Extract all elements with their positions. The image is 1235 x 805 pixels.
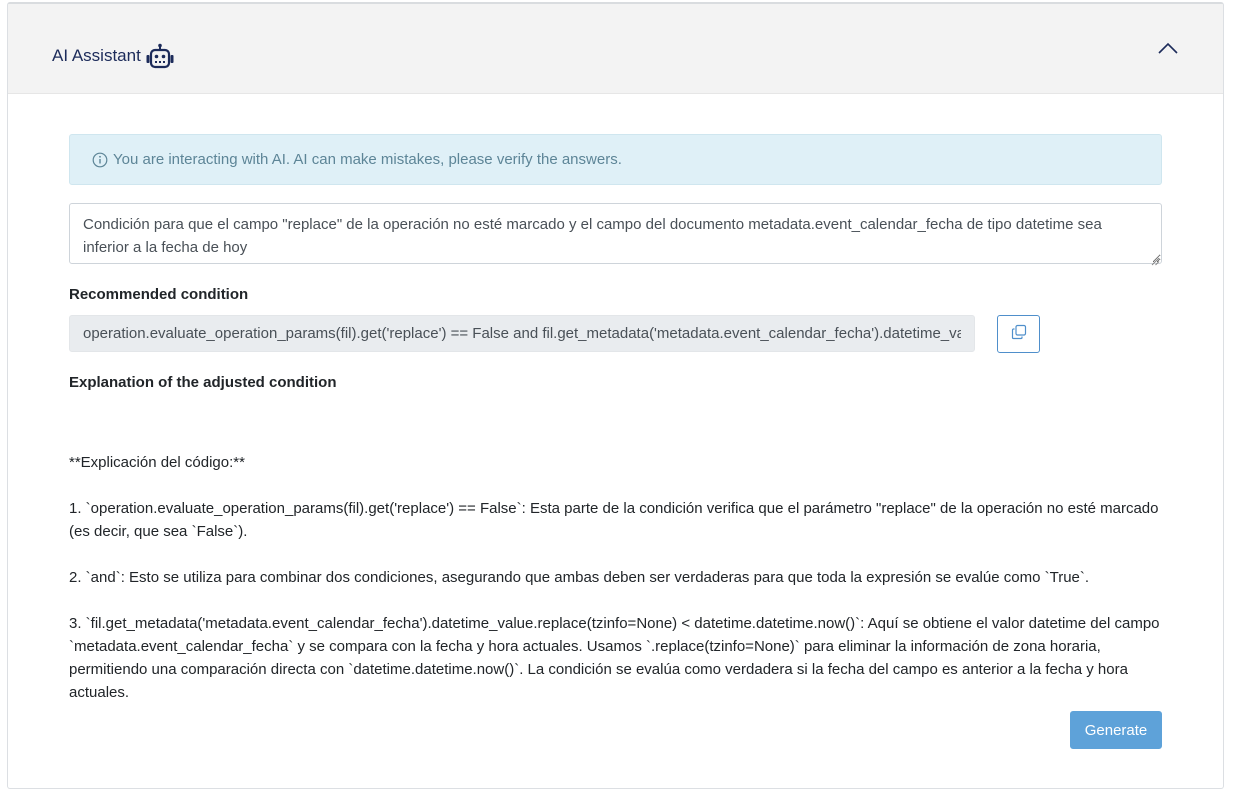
ai-warning-alert (69, 134, 1162, 185)
robot-icon (145, 43, 175, 71)
explanation-text (69, 451, 1162, 704)
explanation-paragraph: 3. `fil.get_metadata('metadata.event_calendar_fecha').datetime_value.replace(tzinfo=None) < datetime.datetime.now()`: Aquí se obtiene el valor datetime del campo `metadata.event_calendar_fecha` y se compara con la fecha y hora actuales. Usamos `.replace(tzinfo=None)` para eliminar la información de zona horaria, permitiendo una comparación directa con `datetime.datetime.now()`. La condición se evalúa como verdadera si la fecha del campo es anterior a la fecha y hora actuales. (69, 615, 1160, 701)
copy-button[interactable] (997, 315, 1040, 353)
header-title-text: AI Assistant (52, 46, 141, 65)
generate-button[interactable]: Generate (1070, 711, 1162, 749)
ai-assistant-card (7, 2, 1224, 789)
card-header[interactable] (8, 4, 1223, 94)
recommended-condition-input[interactable] (69, 315, 975, 352)
explanation-paragraph: 1. `operation.evaluate_operation_params(fil).get('replace') == False`: Esta parte de la condición verifica que el parámetro "replace" de la operación no esté marcado (es decir, que sea `False`). (69, 500, 1159, 540)
header-title (52, 41, 175, 71)
alert-text: You are interacting with AI. AI can make mistakes, please verify the answers. (113, 151, 622, 168)
info-circle-icon (92, 152, 108, 168)
prompt-textarea[interactable] (69, 203, 1162, 264)
explanation-label: Explanation of the adjusted condition (69, 374, 337, 391)
copy-icon (1011, 324, 1027, 345)
explanation-paragraph: **Explicación del código:** (69, 454, 245, 471)
explanation-paragraph: 2. `and`: Esto se utiliza para combinar dos condiciones, asegurando que ambas deben ser verdaderas para que toda la expresión se evalúe como `True`. (69, 569, 1090, 586)
recommended-condition-label: Recommended condition (69, 286, 249, 303)
collapse-button[interactable] (1154, 38, 1182, 62)
chevron-up-icon (1157, 41, 1179, 60)
